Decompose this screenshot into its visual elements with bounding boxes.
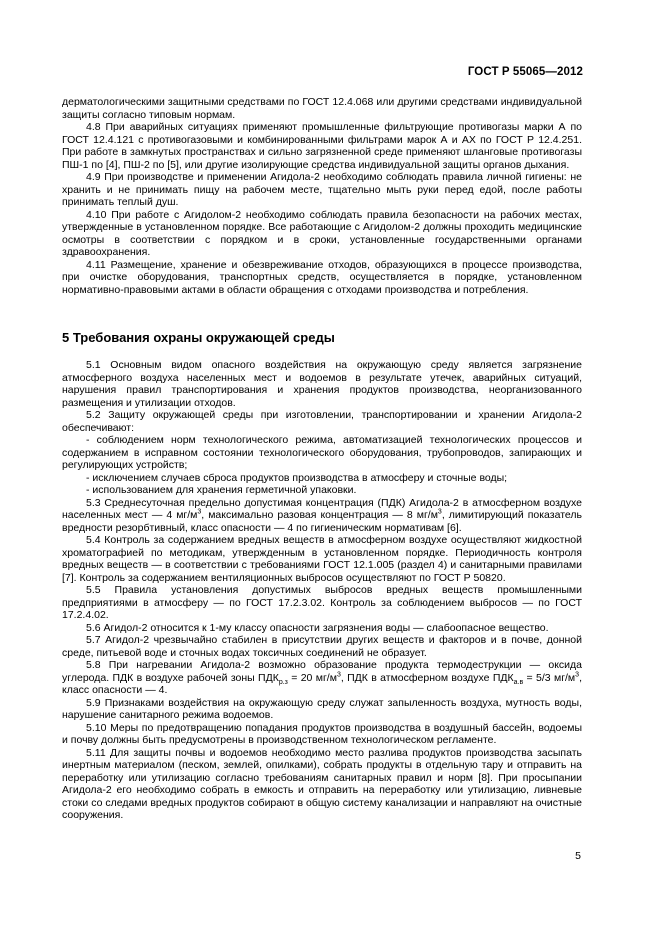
paragraph-5-3: [62, 497, 582, 535]
list-item: - соблюдением норм технологического режима, автоматизацией технологических процессов и содержанием в исправном состоянии технологического оборудования, трубопроводов, запирающих и регулирующих устройств;: [62, 434, 582, 471]
page-number: 5: [575, 850, 581, 862]
section-heading: 5 Требования охраны окружающей среды: [62, 330, 335, 345]
text-run: = 20 мг/м: [287, 671, 337, 684]
paragraph-5-9: 5.9 Признаками воздействия на окружающую среду служат запыленность воздуха, мутность воды, нарушение санитарного режима водоемов.: [62, 696, 582, 721]
paragraph-5-8: [62, 659, 582, 697]
paragraph-5-5: 5.5 Правила установления допустимых выбросов вредных веществ промышленными предприятиями в атмосферу — по ГОСТ 17.2.3.02. Контроль за соблюдением выбросов — по ГОСТ 17.2.4.02.: [62, 584, 582, 621]
text-run: , максимально разовая концентрация — 8 мг/м: [201, 509, 438, 521]
paragraph-4-10: 4.10 При работе с Агидолом-2 необходимо соблюдать правила безопасности на рабочих местах, утвержденные в установленном порядке. Все работающие с Агидолом-2 должны проходить медицинские осмотры в соответствии с порядком и в сроки, установленные государственными органами здравоохранения.: [62, 208, 582, 258]
paragraph-5-2: 5.2 Защиту окружающей среды при изготовлении, транспортировании и хранении Агидола-2 обеспечивают:: [62, 409, 582, 434]
paragraph-5-4: 5.4 Контроль за содержанием вредных веществ в атмосферном воздухе осуществляют жидкостной хроматографией по методикам, утвержденным в установленном порядке. Периодичность контроля вредных веществ — в соответствии с требованиями ГОСТ 12.1.005 (раздел 4) и санитарными правилами [7]. Контроль за содержанием вентиляционных выбросов осуществляют по ГОСТ Р 50820.: [62, 534, 582, 584]
paragraph-5-7: 5.7 Агидол-2 чрезвычайно стабилен в присутствии других веществ и факторов и в почве, донной среде, питьевой воде и сточных водах токсичных соединений не образует.: [62, 634, 582, 659]
text-run: , ПДК в атмосферном воздухе ПДК: [340, 671, 514, 684]
text-run: , лимитирующий показатель вредности резорбтивный, класс опасности — 4 по гигиеническим нормативам [6].: [62, 509, 582, 534]
paragraph-4-9: 4.9 При производстве и применении Агидола-2 необходимо соблюдать правила личной гигиены: не хранить и не принимать пищу на рабочем месте, тщательно мыть руки перед едой, после работы принимать теплый душ.: [62, 171, 582, 208]
paragraph-4-11: 4.11 Размещение, хранение и обезвреживание отходов, образующихся в процессе производства, при очистке оборудования, транспортных средств, осуществляется в порядке, установленном нормативно-правовыми актами в области обращения с отходами производства и потребления.: [62, 258, 582, 296]
paragraph-5-6: 5.6 Агидол-2 относится к 1-му классу опасности загрязнения воды — слабоопасное вещество.: [86, 621, 549, 634]
text-run: = 5/3 мг/м: [523, 671, 576, 684]
paragraph-continuation: дерматологическими защитными средствами по ГОСТ 12.4.068 или другими средствами индивидуальной защиты согласно типовым нормам.: [62, 96, 582, 121]
superscript: 3: [437, 508, 442, 516]
paragraph-5-10: 5.10 Меры по предотвращению попадания продуктов производства в воздушный бассейн, водоемы и почву должны быть предусмотрены в производственном технологическом регламенте.: [62, 721, 582, 746]
subscript: р.з: [278, 678, 288, 686]
superscript: 3: [336, 671, 341, 678]
superscript: 3: [197, 508, 202, 516]
superscript: 3: [575, 671, 580, 678]
list-item: - использованием для хранения герметичной упаковки.: [86, 484, 357, 496]
page-body: [62, 96, 582, 822]
text-run: , класс опасности — 4.: [62, 671, 582, 696]
paragraph-5-11: 5.11 Для защиты почвы и водоемов необходимо место разлива продуктов производства засыпать инертным материалом (песком, землей, опилками), собрать продукты в отдельную тару и отправить на переработку или утилизацию согласно требованиям санитарных правил и норм [8]. При просыпании Агидола-2 его необходимо собрать в емкость и отправить на переработку или утилизацию, ливневые стоки со следами вредных продуктов собирают в общую систему канализации и направляют на очистные сооружения.: [62, 746, 582, 821]
text-run: 5.8 При нагревании Агидола-2 возможно образование продукта термодеструкции — оксида углерода. ПДК в воздухе рабочей зоны ПДК: [62, 659, 582, 684]
list-item: - исключением случаев сброса продуктов производства в атмосферу и сточные воды;: [86, 471, 508, 484]
paragraph-4-8: 4.8 При аварийных ситуациях применяют промышленные фильтрующие противогазы марки А по ГОСТ 12.4.121 с противогазовыми и комбинированными фильтрами марок А и АХ по ГОСТ Р 12.4.251. При работе в замкнутых пространствах и сильно загрязненной среде применяют шланговые противогазы ПШ-1 по [4], ПШ-2 по [5], или другие изолирующие средства индивидуальной защиты органов дыхания.: [62, 121, 582, 171]
subscript: а.в: [513, 678, 524, 686]
paragraph-5-1: 5.1 Основным видом опасного воздействия на окружающую среду является загрязнение атмосферного воздуха населенных мест и водоемов в результате утечек, аварийных ситуаций, нарушения правил транспортирования и хранения продуктов производства, неорганизованного размещения и утилизации отходов.: [62, 359, 582, 409]
document-code: ГОСТ Р 55065—2012: [467, 66, 583, 78]
text-run: 5.3 Среднесуточная предельно допустимая концентрация (ПДК) Агидола-2 в атмосферном воздухе населенных мест — 4 мг/м: [62, 496, 582, 521]
